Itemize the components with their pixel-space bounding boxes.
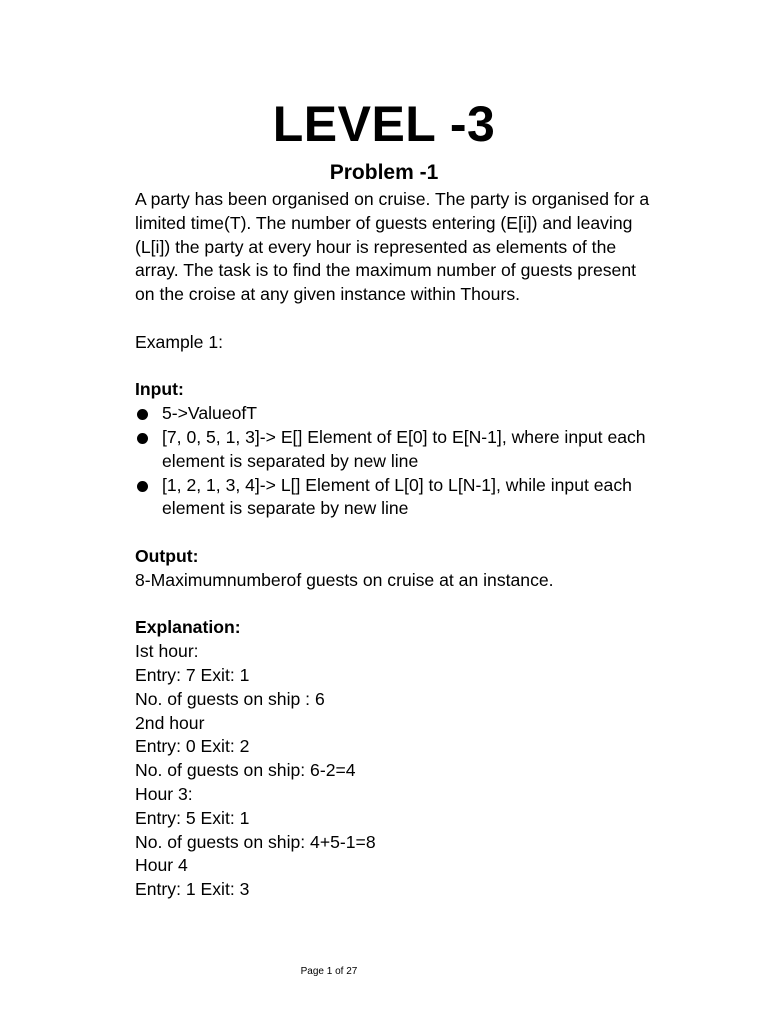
- spacer: [135, 355, 655, 379]
- bullet-icon: [137, 409, 148, 420]
- spacer: [135, 593, 655, 617]
- input-item-text: 5->ValueofT: [162, 403, 258, 424]
- input-item-text: [7, 0, 5, 1, 3]-> E[] Element of E[0] to E[N-1], where input each element is separated by new line: [162, 426, 646, 471]
- explanation-line: 2nd hour: [135, 712, 205, 733]
- explanation-line: Entry: 0 Exit: 2: [135, 736, 250, 757]
- explanation-line: No. of guests on ship : 6: [135, 688, 325, 709]
- explanation-line: No. of guests on ship: 6-2=4: [135, 760, 356, 781]
- bullet-icon: [137, 481, 148, 492]
- spacer: [135, 307, 655, 331]
- spacer: [135, 521, 655, 545]
- explanation-label: Explanation:: [135, 617, 241, 638]
- output-label: Output:: [135, 545, 199, 566]
- bullet-icon: [137, 433, 148, 444]
- input-list: [135, 402, 655, 521]
- explanation-line: Entry: 1 Exit: 3: [135, 879, 250, 900]
- explanation-line: Hour 4: [135, 855, 188, 876]
- page-number: Page 1 of 27: [300, 966, 358, 977]
- input-item: [135, 402, 655, 426]
- problem-body: [135, 188, 655, 902]
- problem-description: A party has been organised on cruise. The party is organised for a limited time(T). The number of guests entering (E[i]) and leaving (L[i]) the party at every hour is represented as elements of the array. The task is to find the maximum number of guests present on the croise at any given instance within Thours.: [135, 189, 650, 305]
- explanation-line: Hour 3:: [135, 783, 193, 804]
- explanation-line: Entry: 5 Exit: 1: [135, 807, 250, 828]
- input-item: [135, 474, 655, 522]
- output-text: 8-Maximumnumberof guests on cruise at an instance.: [135, 569, 554, 590]
- explanation-line: Entry: 7 Exit: 1: [135, 664, 250, 685]
- explanation-line: Ist hour:: [135, 641, 199, 662]
- explanation-line: No. of guests on ship: 4+5-1=8: [135, 831, 376, 852]
- input-item-text: [1, 2, 1, 3, 4]-> L[] Element of L[0] to L[N-1], while input each element is separate by new line: [162, 474, 632, 519]
- page-title: LEVEL -3: [272, 96, 496, 152]
- problem-heading: Problem -1: [329, 161, 439, 184]
- input-item: [135, 426, 655, 474]
- example-label: Example 1:: [135, 331, 224, 352]
- input-label: Input:: [135, 379, 184, 400]
